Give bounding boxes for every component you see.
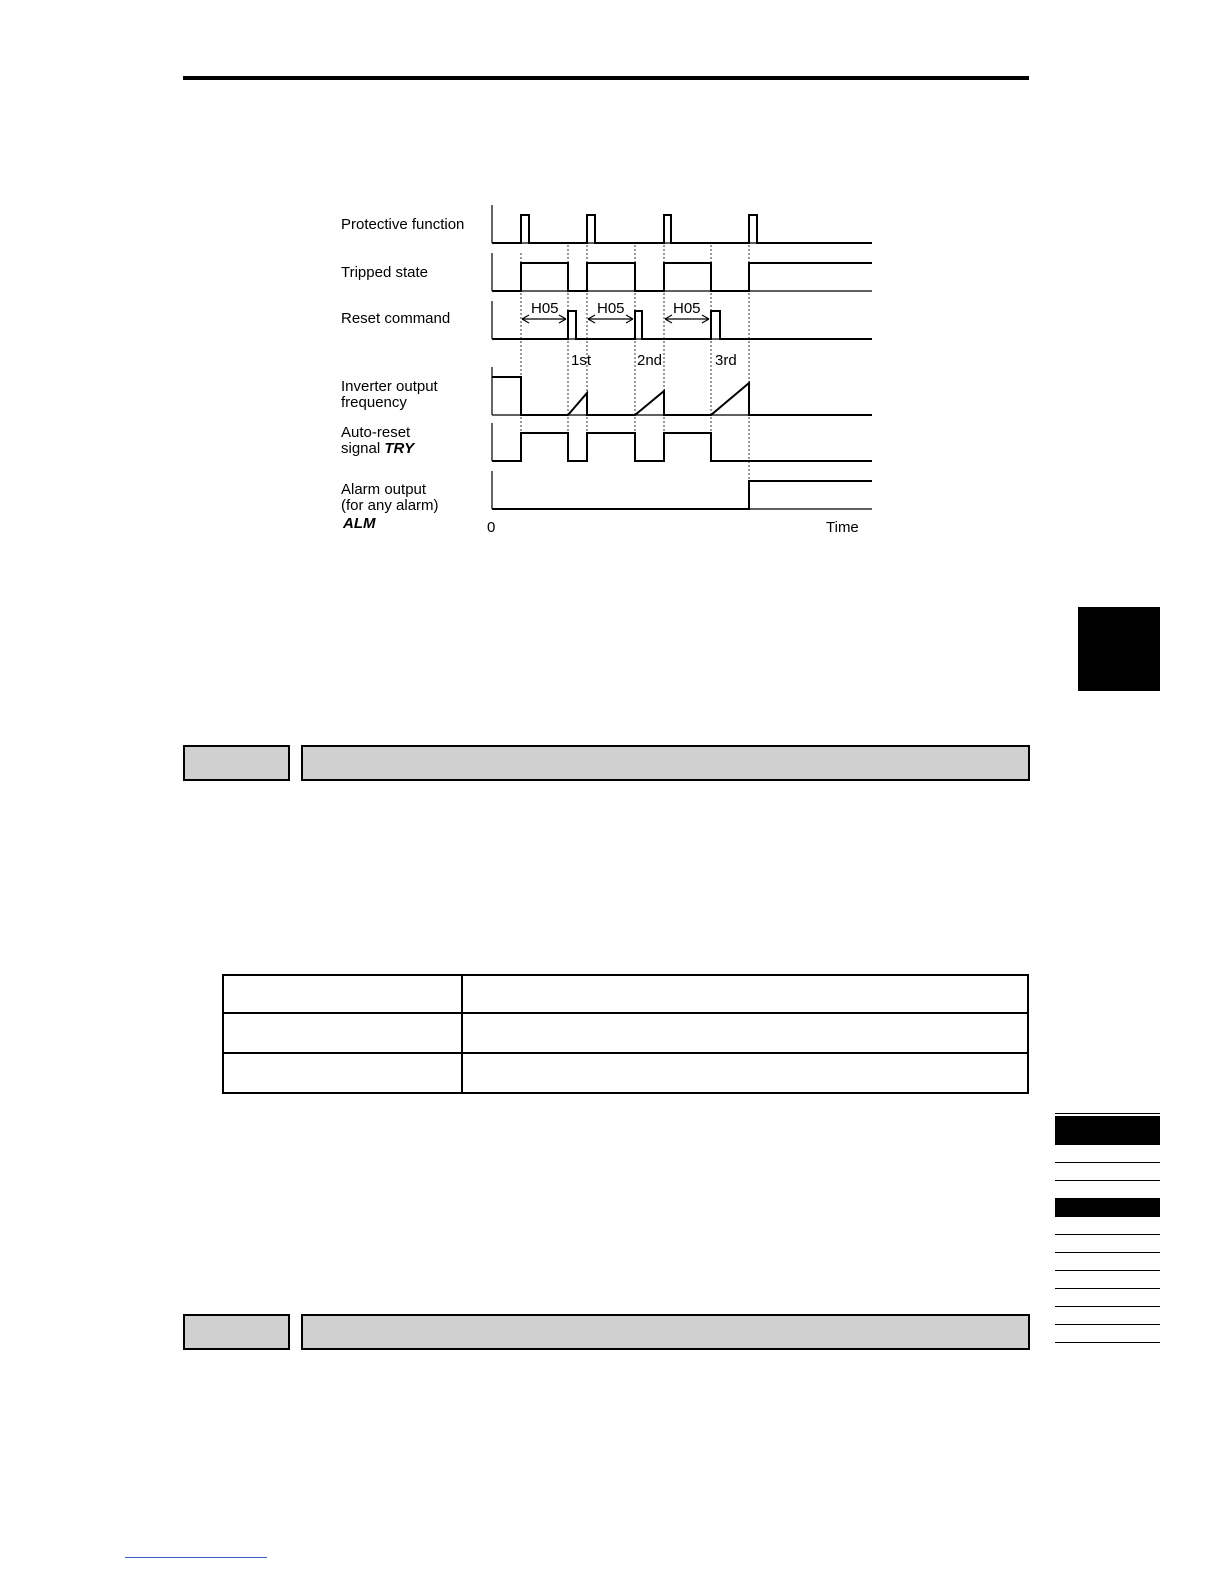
inverter-frequency-wave bbox=[492, 377, 872, 415]
signal-baselines bbox=[492, 243, 872, 509]
auto-reset-try-wave bbox=[492, 433, 872, 461]
table-cell bbox=[462, 1053, 1028, 1093]
index-tab bbox=[1055, 1253, 1160, 1271]
section-code-box-1 bbox=[183, 745, 290, 781]
index-tab-active-1 bbox=[1055, 1116, 1160, 1145]
index-tab bbox=[1055, 1181, 1160, 1199]
table-row bbox=[223, 1013, 1028, 1053]
index-tab bbox=[1055, 1235, 1160, 1253]
table-cell bbox=[462, 975, 1028, 1013]
index-tab bbox=[1055, 1145, 1160, 1163]
label-auto-reset: Auto-reset bbox=[341, 424, 411, 441]
index-tab-active-2 bbox=[1055, 1199, 1160, 1217]
index-tabs bbox=[1055, 1113, 1160, 1343]
parameter-table bbox=[222, 974, 1029, 1094]
index-tab bbox=[1055, 1307, 1160, 1325]
tripped-state-wave bbox=[492, 263, 872, 291]
table-cell bbox=[223, 975, 462, 1013]
h05-label-2: H05 bbox=[597, 300, 625, 317]
table-cell bbox=[462, 1013, 1028, 1053]
label-try: TRY bbox=[384, 440, 415, 457]
index-tab bbox=[1055, 1163, 1160, 1181]
index-tab bbox=[1055, 1325, 1160, 1343]
footer-link-underline[interactable] bbox=[125, 1557, 267, 1558]
auto-reset-timing-chart bbox=[330, 195, 890, 545]
index-tab bbox=[1055, 1271, 1160, 1289]
index-tab bbox=[1055, 1217, 1160, 1235]
index-tab bbox=[1055, 1289, 1160, 1307]
table-cell bbox=[223, 1013, 462, 1053]
label-protective-function: Protective function bbox=[341, 216, 465, 233]
label-alarm-output: Alarm output (for any alarm) bbox=[341, 481, 439, 514]
table-row bbox=[223, 1053, 1028, 1093]
section-code-box-2 bbox=[183, 1314, 290, 1350]
section-title-box-1 bbox=[301, 745, 1030, 781]
protective-function-wave bbox=[492, 215, 872, 243]
label-inverter-output-frequency: Inverter output frequency bbox=[341, 378, 438, 411]
label-reset-command: Reset command bbox=[341, 310, 451, 327]
section-title-box-2 bbox=[301, 1314, 1030, 1350]
h05-label-3: H05 bbox=[673, 300, 701, 317]
header-rule bbox=[183, 76, 1029, 80]
alarm-output-alm-wave bbox=[492, 481, 872, 509]
label-tripped-state: Tripped state bbox=[341, 264, 428, 281]
label-alm: ALM bbox=[343, 515, 376, 532]
attempt-label-1st: 1st bbox=[571, 352, 592, 369]
chapter-thumb-tab bbox=[1078, 607, 1160, 691]
time-origin-label: 0 bbox=[487, 519, 496, 536]
attempt-label-2nd: 2nd bbox=[637, 352, 663, 369]
time-axis-label: Time bbox=[826, 519, 859, 536]
table-row bbox=[223, 975, 1028, 1013]
timing-waveforms bbox=[330, 195, 890, 545]
table-cell bbox=[223, 1053, 462, 1093]
attempt-label-3rd: 3rd bbox=[715, 352, 737, 369]
h05-label-1: H05 bbox=[531, 300, 559, 317]
label-auto-reset-signal: signal TRY bbox=[341, 440, 415, 457]
